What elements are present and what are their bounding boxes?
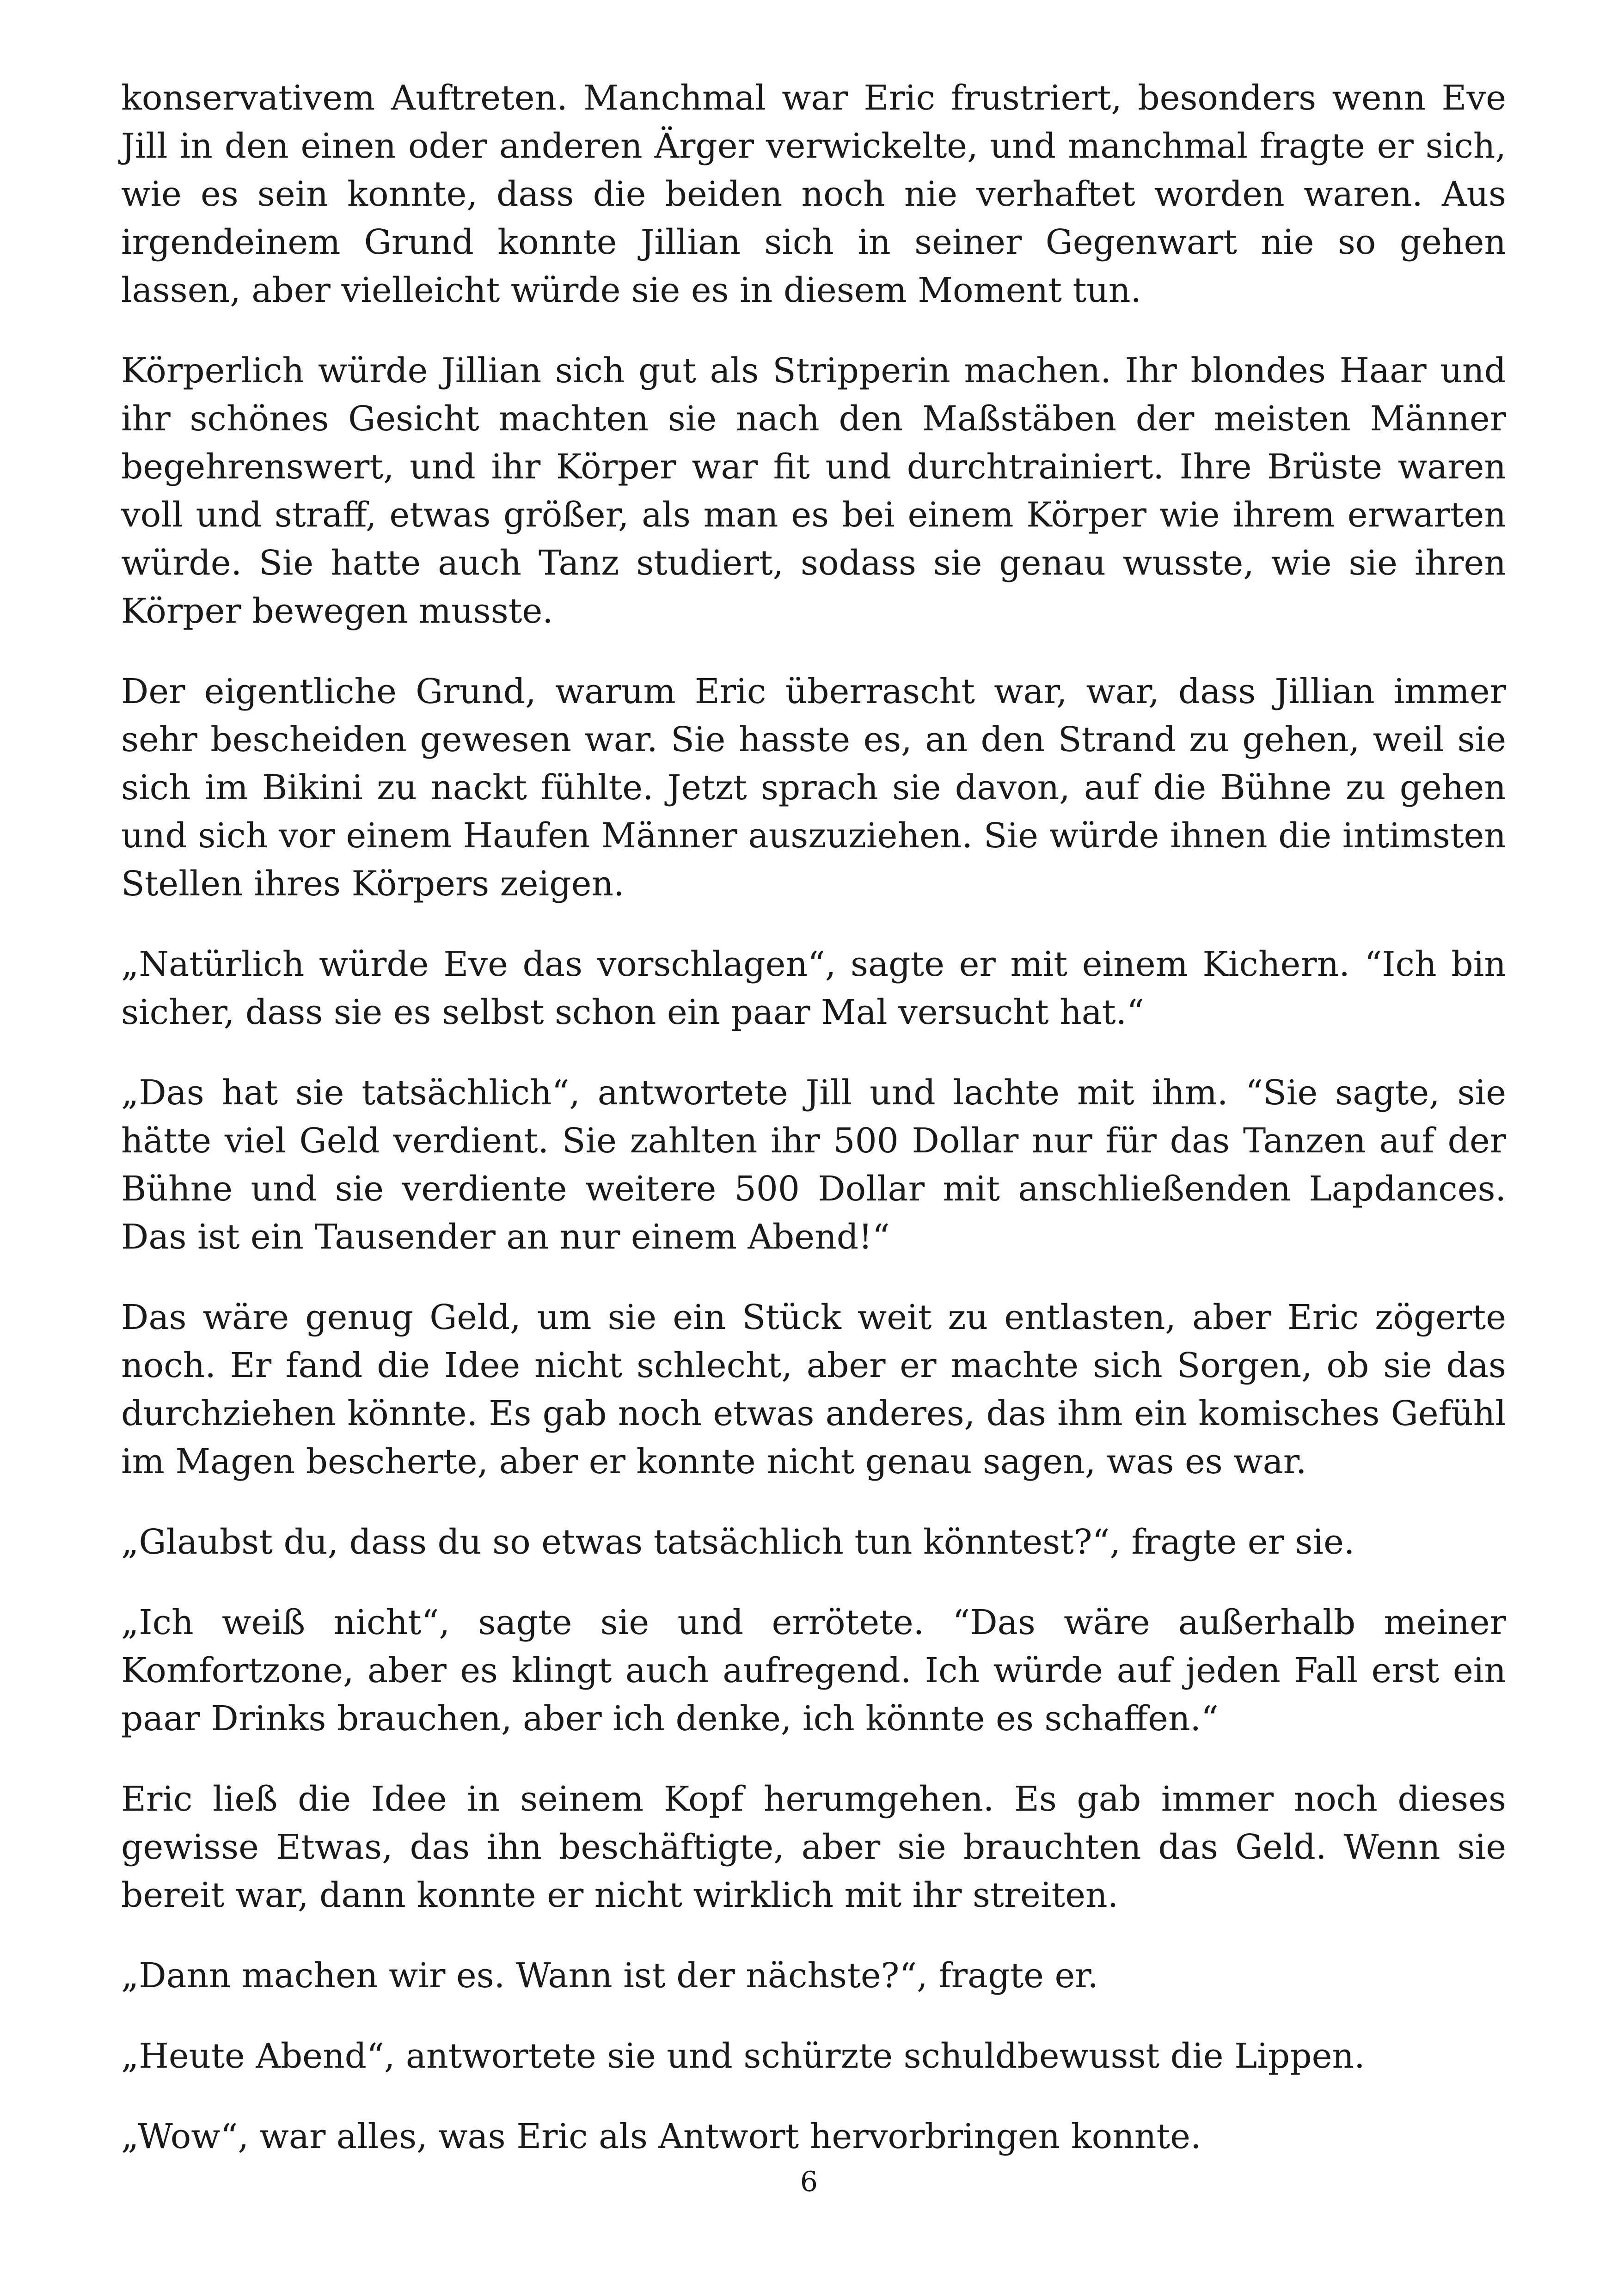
paragraph-10: „Dann machen wir es. Wann ist der nächste?“, fragte er. — [121, 1956, 1099, 1996]
paragraph-4: „Natürlich würde Eve das vorschlagen“, sagte er mit einem Kichern. “Ich bin sicher, dass sie es selbst schon ein paar Mal versucht hat.“ — [121, 944, 1506, 1032]
paragraph-1: konservativem Auftreten. Manchmal war Eric frustriert, besonders wenn Eve Jill in den einen oder anderen Ärger verwickelte, und manchmal fragte er sich, wie es sein konnte, dass die beiden noch nie verhaftet worden waren. Aus irgendeinem Grund konnte Jillian sich in seiner Gegenwart nie so gehen lassen, aber vielleicht würde sie es in diesem Moment tun. — [121, 78, 1506, 310]
paragraph-5: „Das hat sie tatsächlich“, antwortete Jill und lachte mit ihm. “Sie sagte, sie hätte viel Geld verdient. Sie zahlten ihr 500 Dollar nur für das Tanzen auf der Bühne und sie verdiente weitere 500 Dollar mit anschließenden Lapdances. Das ist ein Tausender an nur einem Abend!“ — [121, 1073, 1506, 1257]
paragraph-7: „Glaubst du, dass du so etwas tatsächlich tun könntest?“, fragte er sie. — [121, 1522, 1355, 1562]
paragraph-8: „Ich weiß nicht“, sagte sie und errötete. “Das wäre außerhalb meiner Komfortzone, aber es klingt auch aufregend. Ich würde auf jeden Fall erst ein paar Drinks brauchen, aber ich denke, ich könnte es schaffen.“ — [121, 1603, 1506, 1739]
paragraph-3: Der eigentliche Grund, warum Eric überrascht war, war, dass Jillian immer sehr bescheiden gewesen war. Sie hasste es, an den Strand zu gehen, weil sie sich im Bikini zu nackt fühlte. Jetzt sprach sie davon, auf die Bühne zu gehen und sich vor einem Haufen Männer auszuziehen. Sie würde ihnen die intimsten Stellen ihres Körpers zeigen. — [121, 672, 1506, 904]
paragraph-9: Eric ließ die Idee in seinem Kopf herumgehen. Es gab immer noch dieses gewisse Etwas, das ihn beschäftigte, aber sie brauchten das Geld. Wenn sie bereit war, dann konnte er nicht wirklich mit ihr streiten. — [121, 1779, 1506, 1915]
paragraph-11: „Heute Abend“, antwortete sie und schürzte schuldbewusst die Lippen. — [121, 2036, 1365, 2076]
paragraph-2: Körperlich würde Jillian sich gut als Stripperin machen. Ihr blondes Haar und ihr schönes Gesicht machten sie nach den Maßstäben der meisten Männer begehrenswert, und ihr Körper war fit und durchtrainiert. Ihre Brüste waren voll und straff, etwas größer, als man es bei einem Körper wie ihrem erwarten würde. Sie hatte auch Tanz studiert, sodass sie genau wusste, wie sie ihren Körper bewegen musste. — [121, 351, 1506, 631]
paragraph-12: „Wow“, war alles, was Eric als Antwort hervorbringen konnte. — [121, 2117, 1201, 2156]
paragraph-6: Das wäre genug Geld, um sie ein Stück weit zu entlasten, aber Eric zögerte noch. Er fand die Idee nicht schlecht, aber er machte sich Sorgen, ob sie das durchziehen könnte. Es gab noch etwas anderes, das ihm ein komisches Gefühl im Magen bescherte, aber er konnte nicht genau sagen, was es war. — [121, 1298, 1506, 1482]
document-page — [121, 74, 1506, 2200]
page-number: 6 — [800, 2166, 818, 2198]
